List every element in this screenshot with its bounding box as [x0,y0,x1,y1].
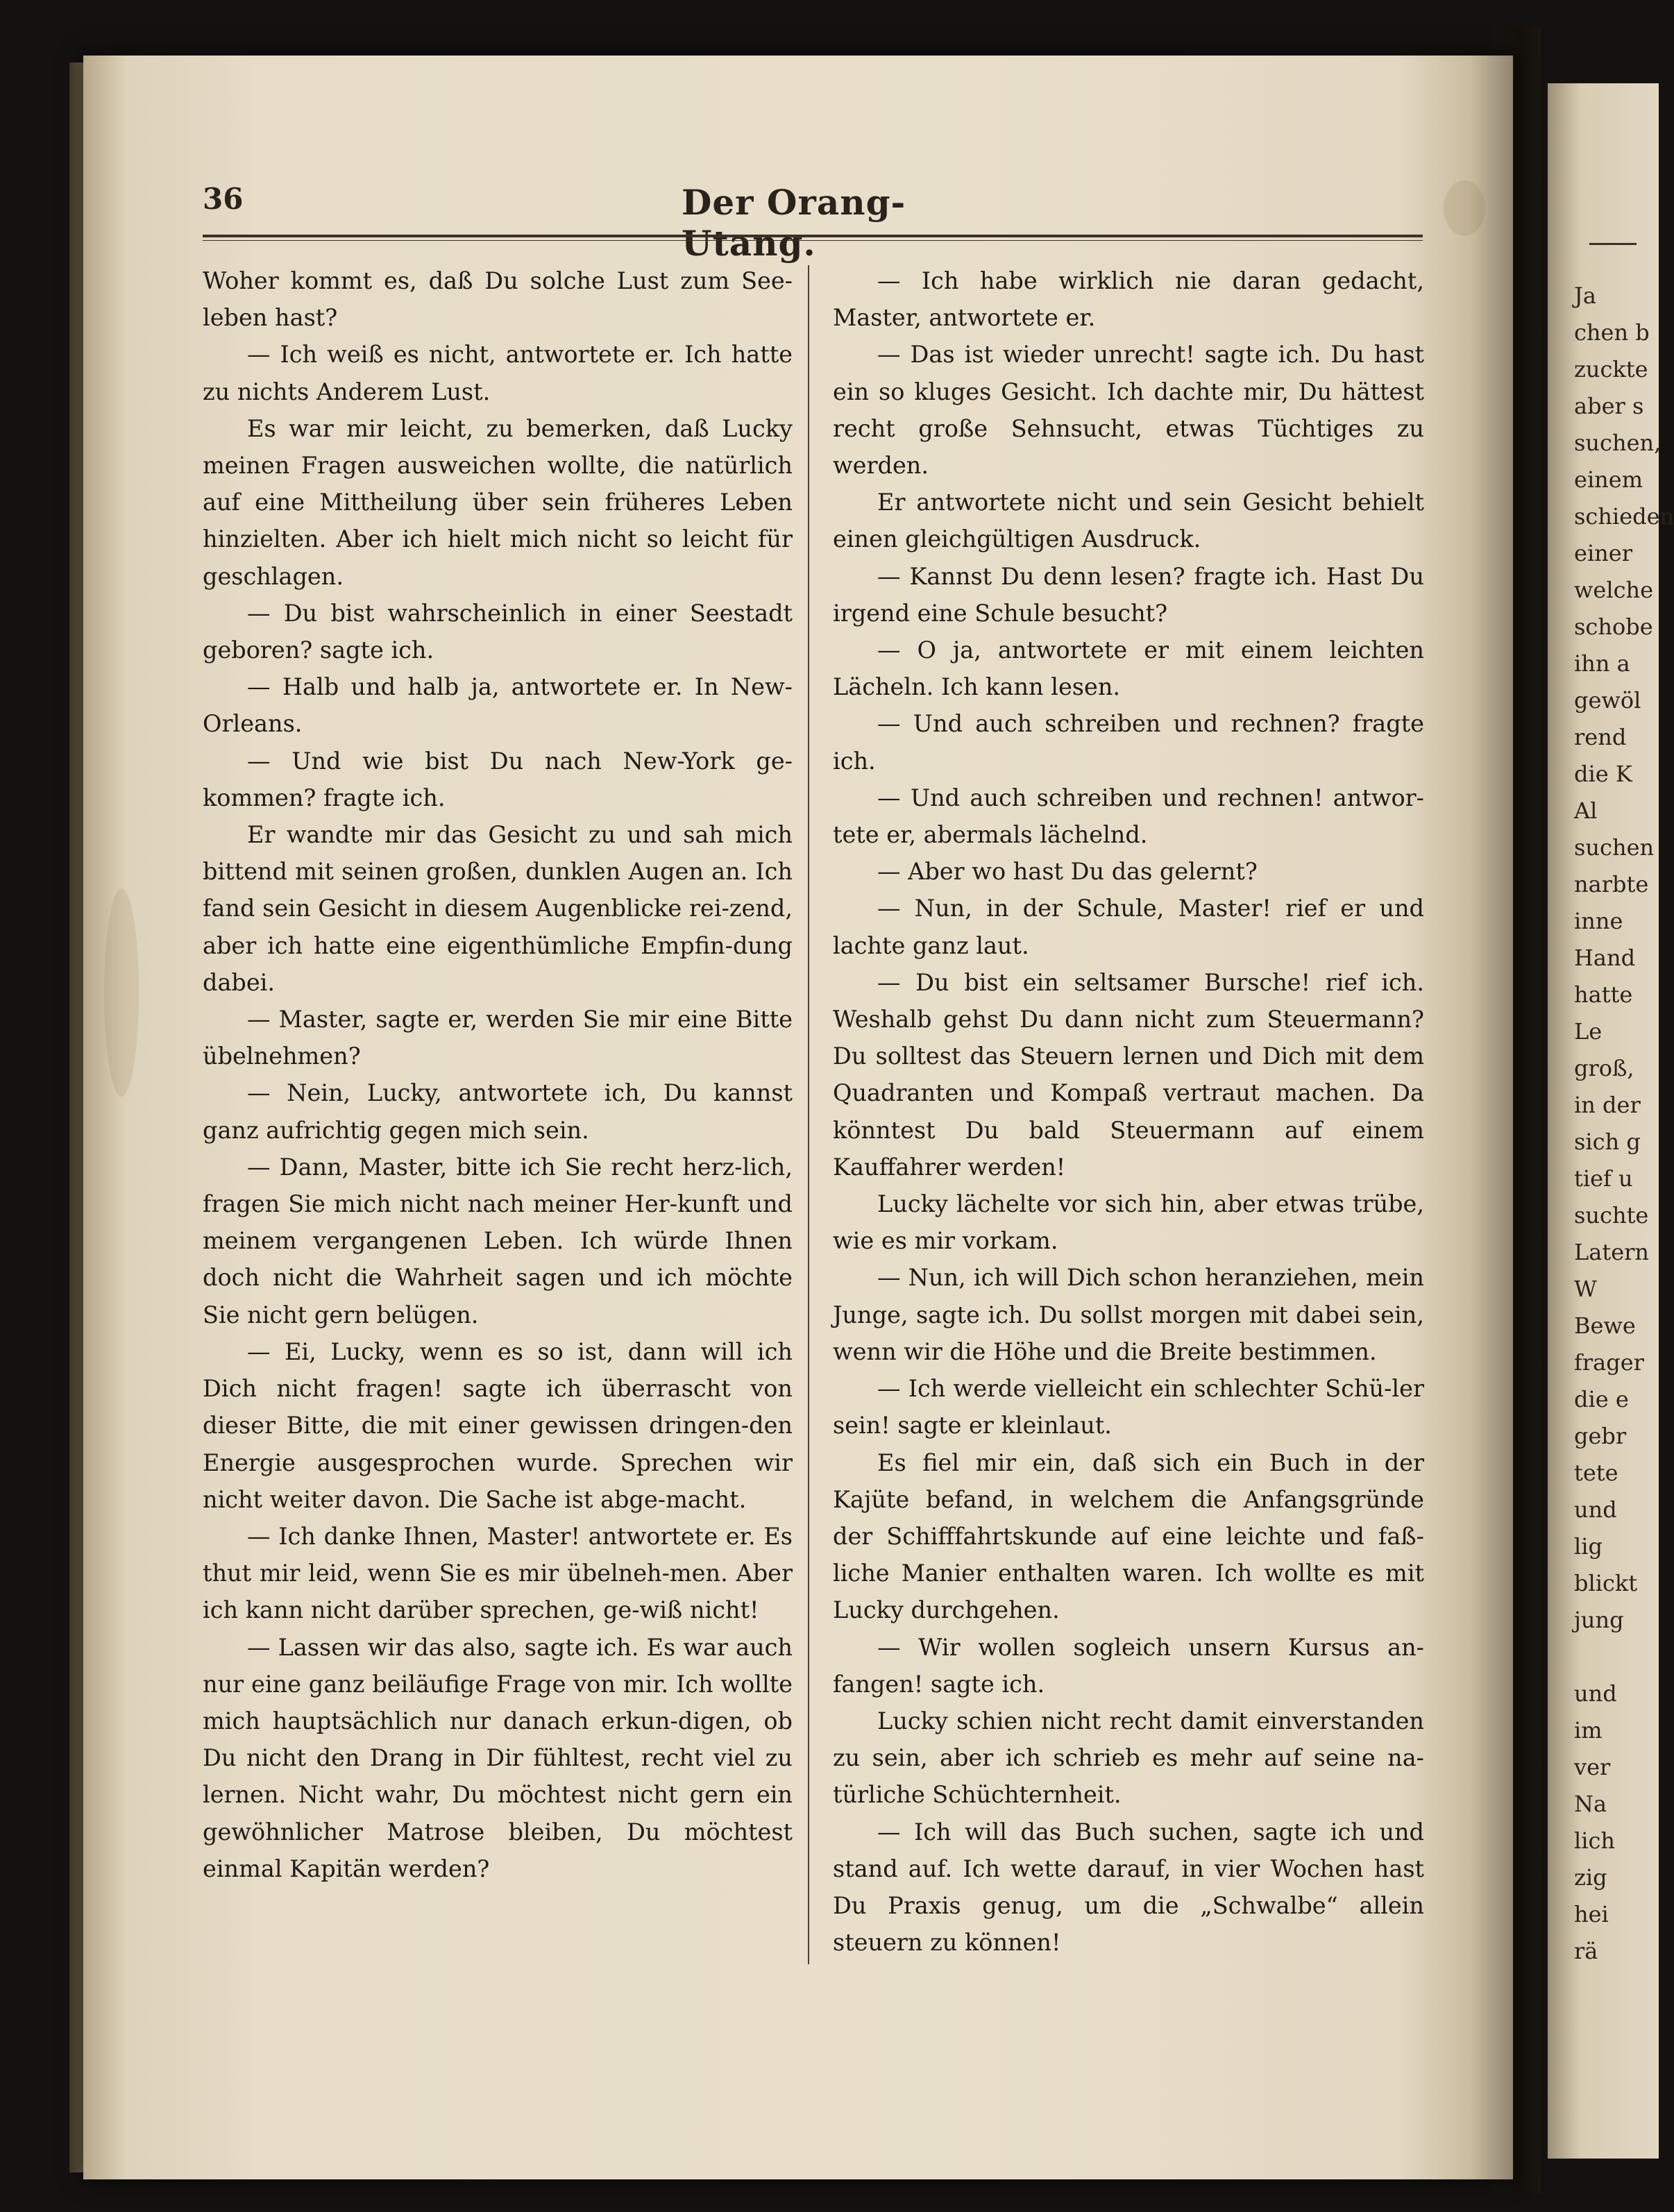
facing-page-rule [1589,243,1637,245]
facing-page-line: und [1574,1496,1617,1523]
facing-page-line: in der [1574,1092,1641,1118]
facing-page-line: suchen [1574,834,1655,861]
paragraph: — Lassen wir das also, sagte ich. Es war auch nur eine ganz beiläufige Frage von mir. Ich wollte mich hauptsächlich nur danach erkun-digen, ob Du nicht den Drang in Dir fühltest, recht viel zu lernen. Nicht wahr, Du möchtest nicht gern ein gewöhnlicher Matrose bleiben, Du möchtest einmal Kapitän werden? [203,1633,793,1882]
facing-page-line: zuckte [1574,356,1648,382]
paragraph: — Ich danke Ihnen, Master! antwortete er. Es thut mir leid, wenn Sie es mir übelneh-men. Aber ich kann nicht darüber sprechen, ge-wiß nicht! [203,1522,793,1624]
left-column [203,262,793,1887]
facing-page-line: im [1574,1717,1603,1744]
facing-page-line: Al [1574,797,1598,824]
running-head [203,182,936,264]
paragraph: — O ja, antwortete er mit einem leichten Lächeln. Ich kann lesen. [833,636,1424,701]
facing-page-line: Le [1574,1018,1603,1045]
facing-page-line: blickt [1574,1570,1638,1596]
facing-page-line: gebr [1574,1423,1627,1449]
paragraph: Woher kommt es, daß Du solche Lust zum See-leben hast? [203,267,793,332]
facing-page-line: einer [1574,540,1633,566]
facing-page-line: gewöl [1574,687,1641,714]
page-title: Der Orang-Utang. [682,182,906,264]
paragraph: Es war mir leicht, zu bemerken, daß Lucky meinen Fragen ausweichen wollte, die natürlich auf eine Mittheilung über sein früheres Leben hinzielten. Aber ich hielt mich nicht so leicht für geschlagen. [203,414,793,590]
paragraph: — Du bist wahrscheinlich in einer Seestadt geboren? sagte ich. [203,599,793,664]
facing-page-line: groß, [1574,1055,1634,1081]
paragraph: — Dann, Master, bitte ich Sie recht herz-lich, fragen Sie mich nicht nach meiner Her-kunft und meinem vergangenen Leben. Ich würde Ihnen doch nicht die Wahrheit sagen und ich möchte Sie nicht gern belügen. [203,1153,793,1328]
facing-page-line: Hand [1574,945,1636,971]
paragraph: — Nun, in der Schule, Master! rief er und lachte ganz laut. [833,895,1424,959]
facing-page-line: inne [1574,908,1623,934]
page-number: 36 [203,182,244,216]
facing-page-line: ihn a [1574,650,1630,677]
facing-page-line: hatte [1574,981,1633,1008]
paragraph: — Master, sagte er, werden Sie mir eine Bitte übelnehmen? [203,1006,793,1070]
facing-page-line: lich [1574,1827,1615,1854]
facing-page-text [1574,278,1674,1970]
paragraph: — Das ist wieder unrecht! sagte ich. Du hast ein so kluges Gesicht. Ich dachte mir, Du hättest recht große Sehnsucht, etwas Tüchtiges zu werden. [833,341,1424,480]
header-rule-thin [203,240,1423,241]
facing-page-line: schieden [1574,503,1674,530]
paragraph: — Und auch schreiben und rechnen? fragte ich. [833,710,1424,775]
facing-page-line: einem [1574,466,1643,493]
facing-page-line: tete [1574,1460,1618,1486]
facing-page-line: die e [1574,1386,1629,1412]
paragraph: Lucky schien nicht recht damit einverstanden zu sein, aber ich schrieb es mehr auf seine na-türliche Schüchternheit. [833,1707,1424,1809]
facing-page-line: narbte [1574,871,1649,897]
paragraph: Er antwortete nicht und sein Gesicht behielt einen gleichgültigen Ausdruck. [833,489,1424,553]
facing-page-line: Na [1574,1791,1607,1817]
paragraph: — Aber wo hast Du das gelernt? [877,858,1258,886]
facing-page-line: lig [1574,1533,1603,1560]
facing-page-line: suchen, [1574,430,1662,456]
paragraph: — Nun, ich will Dich schon heranziehen, mein Junge, sagte ich. Du sollst morgen mit dabei sein, wenn wir die Höhe und die Breite bestimmen. [833,1264,1424,1365]
paragraph: — Und wie bist Du nach New-York ge-kommen? fragte ich. [203,747,793,811]
facing-page-line: Ja [1574,282,1596,309]
facing-page-line: Latern [1574,1239,1650,1265]
facing-page-line: zig [1574,1864,1607,1891]
paragraph: — Ich habe wirklich nie daran gedacht, Master, antwortete er. [833,267,1424,332]
facing-page-line: frager [1574,1349,1644,1376]
paragraph: — Ei, Lucky, wenn es so ist, dann will ich Dich nicht fragen! sagte ich überrascht von dieser Bitte, die mit einer gewissen dringen-den Energie ausgesprochen wurde. Sprechen wir nicht weiter davon. Die Sache ist abge-macht. [203,1337,793,1513]
paragraph: Es fiel mir ein, daß sich ein Buch in der Kajüte befand, in welchem die Anfangsgründe der Schifffahrtskunde auf eine leichte und faß-liche Manier enthalten waren. Ich wollte es mit Lucky durchgehen. [833,1449,1424,1624]
facing-page-line: tief u [1574,1165,1633,1192]
facing-page-line: die K [1574,761,1632,787]
paragraph: — Ich will das Buch suchen, sagte ich und stand auf. Ich wette darauf, in vier Wochen hast Du Praxis genug, um die „Schwalbe“ allein steuern zu können! [833,1818,1424,1957]
column-divider [808,265,809,1964]
facing-page-line: schobe [1574,614,1653,640]
facing-page-line: hei [1574,1901,1609,1927]
facing-page-line: jung [1574,1607,1624,1633]
facing-page-line: W [1574,1276,1597,1302]
paragraph: — Wir wollen sogleich unsern Kursus an-fangen! sagte ich. [833,1633,1424,1698]
paragraph: — Und auch schreiben und rechnen! antwor-tete er, abermals lächelnd. [833,784,1424,849]
right-column [833,262,1424,1961]
paragraph: — Ich weiß es nicht, antwortete er. Ich hatte zu nichts Anderem Lust. [203,341,793,405]
paragraph: — Halb und halb ja, antwortete er. In New-Orleans. [203,673,793,738]
paragraph: — Ich werde vielleicht ein schlechter Schü-ler sein! sagte er kleinlaut. [833,1375,1424,1440]
facing-page-line: chen b [1574,319,1650,346]
facing-page-line: ver [1574,1754,1611,1780]
facing-page-line: aber s [1574,393,1644,419]
stain [104,888,139,1097]
stain [1444,180,1485,236]
facing-page-line: suchte [1574,1202,1649,1229]
header-rule [203,235,1423,237]
paragraph: — Du bist ein seltsamer Bursche! rief ich. Weshalb gehst Du dann nicht zum Steuermann? Du solltest das Steuern lernen und Dich mit dem Quadranten und Kompaß vertraut machen. Da könntest Du bald Steuermann auf einem Kauffahrer werden! [833,968,1424,1181]
facing-page-line: welche [1574,577,1654,603]
facing-page-line: sich g [1574,1129,1641,1155]
facing-page-line [1574,1639,1638,1675]
facing-page-line: rä [1574,1938,1598,1964]
facing-page-line: Bewe [1574,1312,1636,1339]
facing-page-line: und [1574,1680,1617,1707]
paragraph: Er wandte mir das Gesicht zu und sah mich bittend mit seinen großen, dunklen Augen an. Ich fand sein Gesicht in diesem Augenblicke rei-zend, aber ich hatte eine eigenthümliche Empfin-dung dabei. [203,821,793,996]
paragraph: — Kannst Du denn lesen? fragte ich. Hast Du irgend eine Schule besucht? [833,562,1424,627]
facing-page-line: rend [1574,724,1627,750]
paragraph: — Nein, Lucky, antwortete ich, Du kannst ganz aufrichtig gegen mich sein. [203,1079,793,1144]
paragraph: Lucky lächelte vor sich hin, aber etwas trübe, wie es mir vorkam. [833,1190,1424,1255]
